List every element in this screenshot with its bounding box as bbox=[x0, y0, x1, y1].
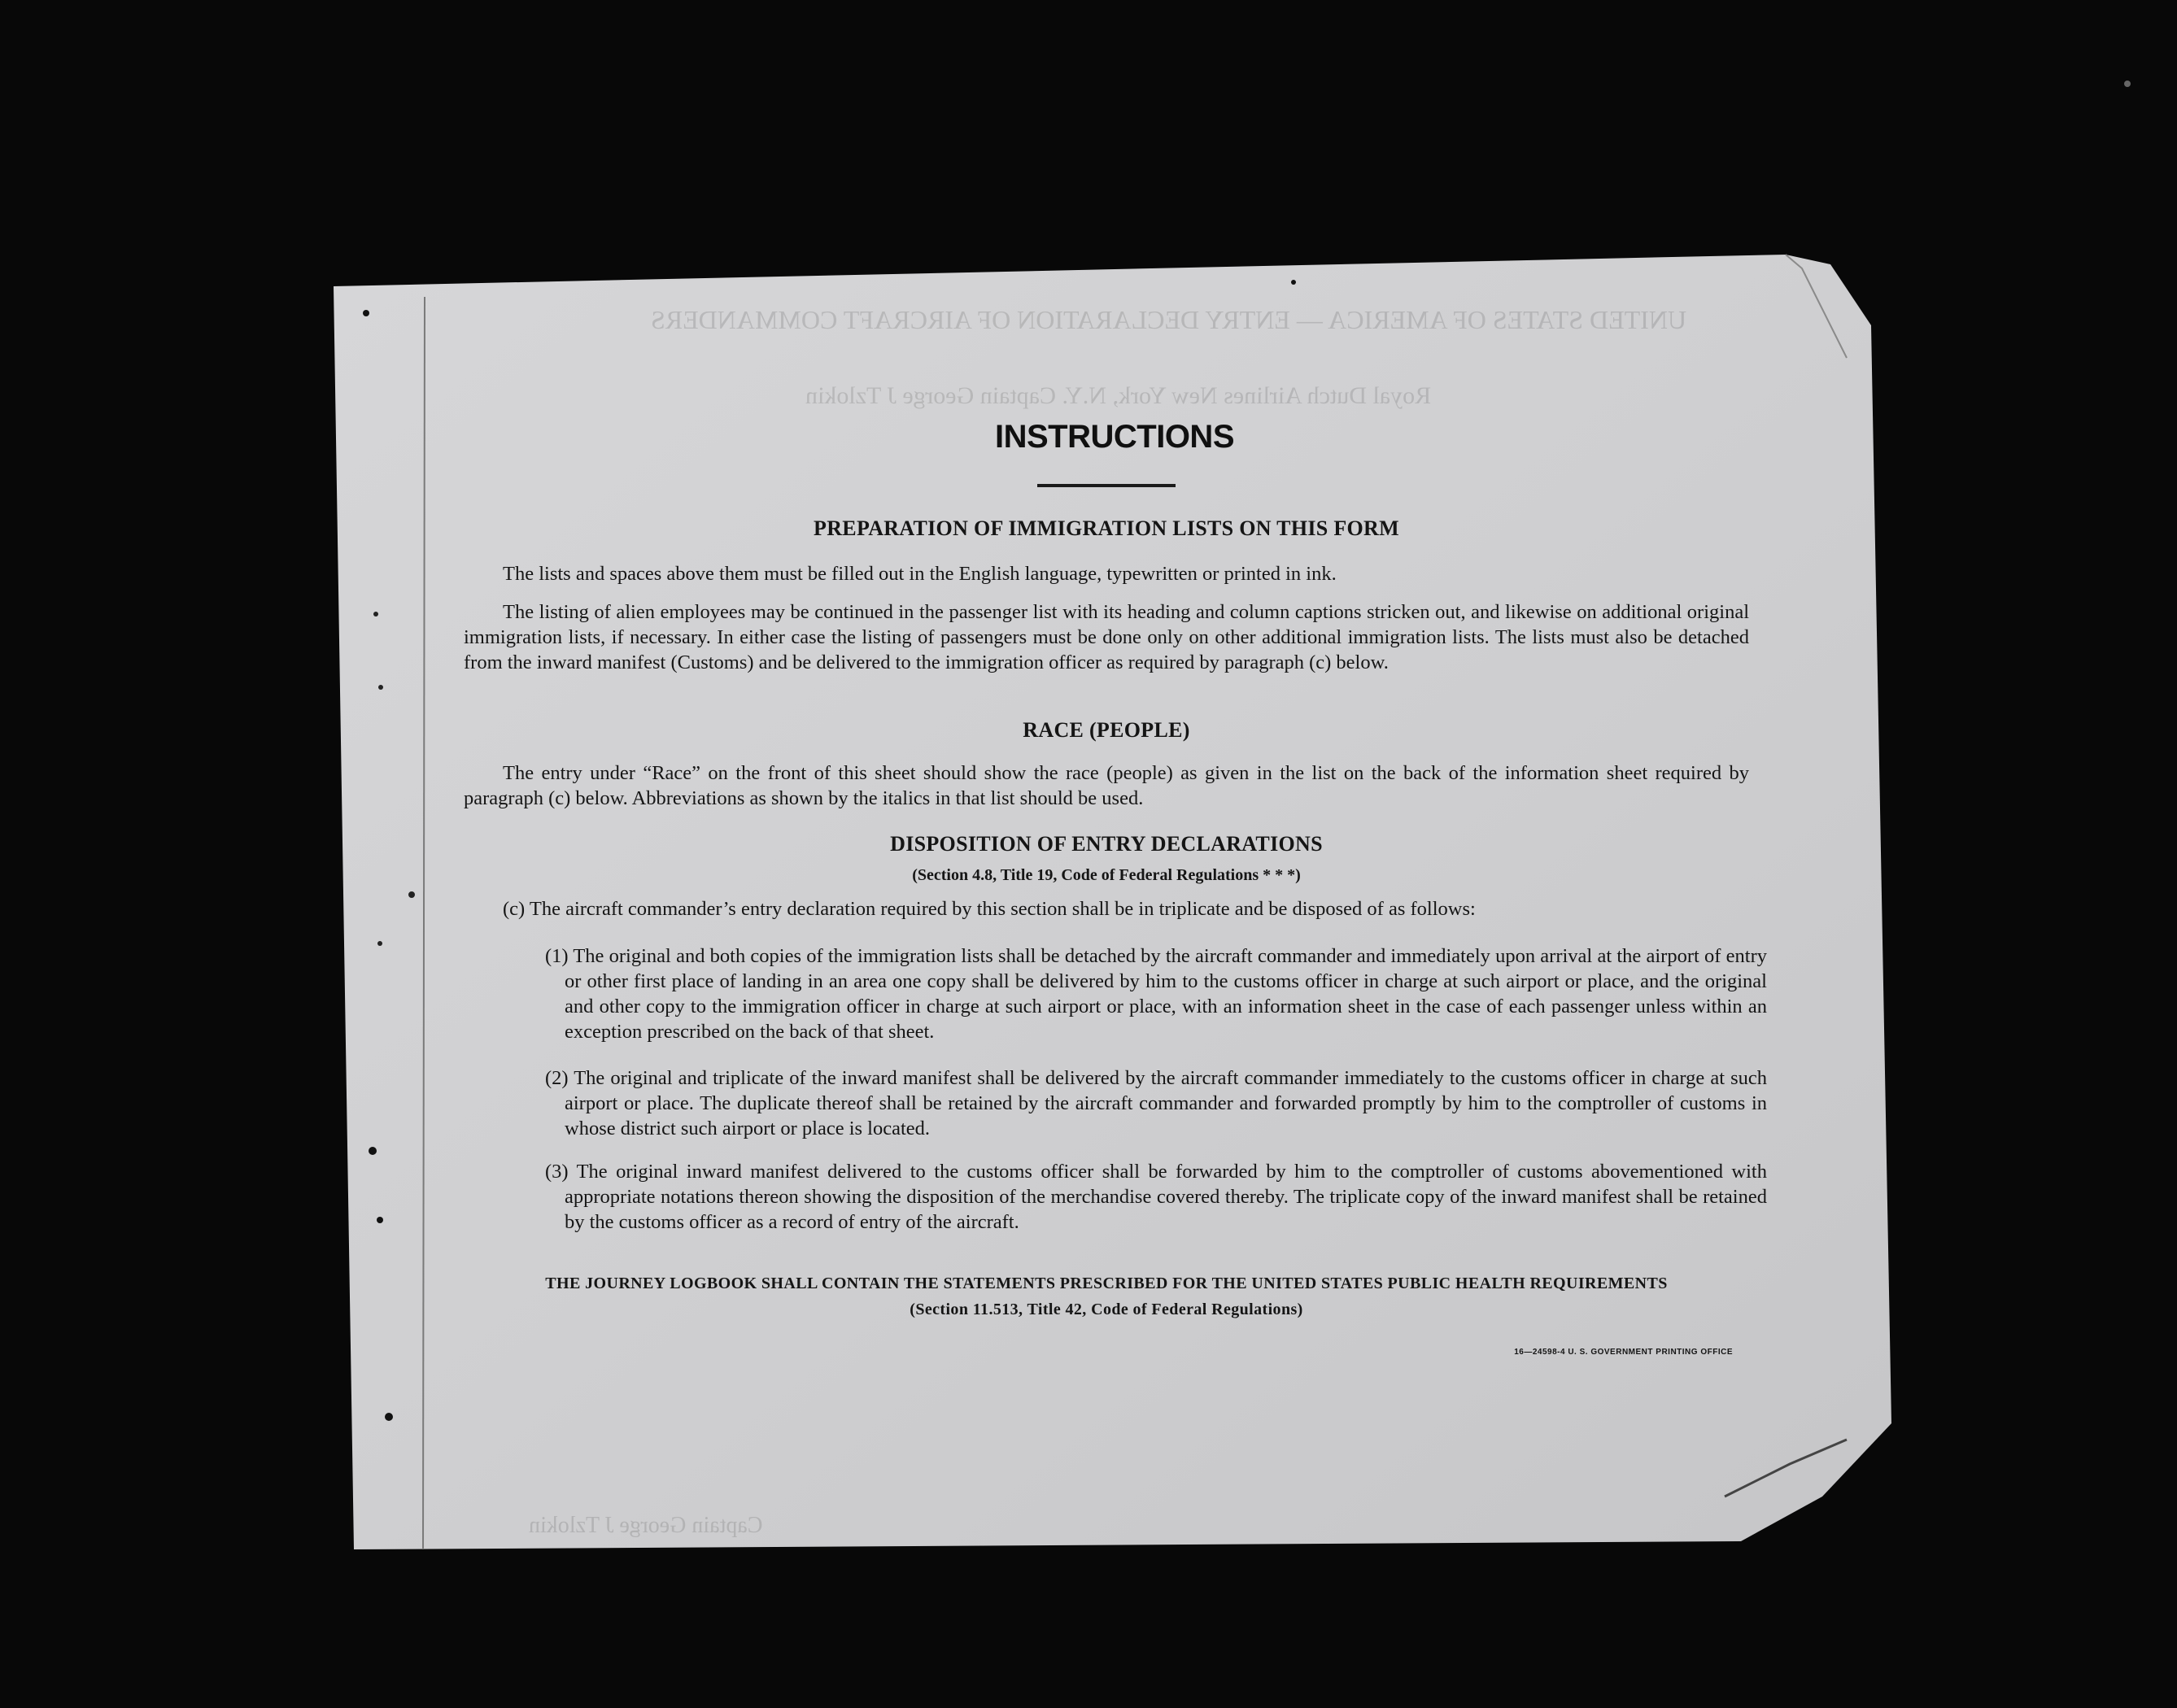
paragraph-race: The entry under “Race” on the front of this sheet should show the race (people) as given in the list on the back of the information sheet required by paragraph (c) below. Abbreviations as shown by the italics in that list should be used. bbox=[464, 762, 1749, 809]
list-item-3: (3) The original inward manifest delivered to the customs officer shall be forwarded by him to the comptroller of customs abovementioned with appropriate notations thereon showing the disposition of the merchandise covered thereby. The triplicate copy of the inward manifest shall be retained by the customs officer as a record of entry of the aircraft. bbox=[545, 1161, 1767, 1233]
title-underline bbox=[1037, 484, 1176, 487]
section-heading-preparation: PREPARATION OF IMMIGRATION LISTS ON THIS FORM bbox=[814, 516, 1399, 540]
paragraph-c-intro: (c) The aircraft commander’s entry declaration required by this section shall be in triplicate and be disposed of as follows: bbox=[503, 898, 1476, 920]
paragraph-alien-employees: The listing of alien employees may be continued in the passenger list with its heading and column captions stricken out, and likewise on additional original immigration lists, if necessary. In either case the listing of passengers must be done only on other additional immigration lists. The lists must also be detached from the inward manifest (Customs) and be delivered to the immigration officer as required by paragraph (c) below. bbox=[464, 601, 1749, 673]
section-heading-race: RACE (PEOPLE) bbox=[1023, 718, 1190, 742]
footer-citation: (Section 11.513, Title 42, Code of Federal Regulations) bbox=[910, 1301, 1303, 1318]
list-item-1: (1) The original and both copies of the immigration lists shall be detached by the aircraft commander and immediately upon arrival at the airport of entry or other first place of landing in an area one copy shall be delivered by him to the customs officer in charge at such airport or place, and the original and other copy to the immigration officer in charge at such airport or place, with an information sheet in the case of each passenger unless within an exception prescribed on the back of that sheet. bbox=[545, 945, 1767, 1043]
footer-health-requirements: THE JOURNEY LOGBOOK SHALL CONTAIN THE STATEMENTS PRESCRIBED FOR THE UNITED STATES PUBLIC HEALTH REQUIREMENTS bbox=[545, 1274, 1668, 1292]
section-heading-disposition: DISPOSITION OF ENTRY DECLARATIONS bbox=[890, 832, 1323, 856]
page-title: INSTRUCTIONS bbox=[995, 419, 1234, 455]
paragraph-language: The lists and spaces above them must be filled out in the English language, typewritten or printed in ink. bbox=[503, 563, 1337, 585]
printer-mark: 16—24598-4 U. S. GOVERNMENT PRINTING OFFICE bbox=[1514, 1348, 1733, 1357]
scanned-page: UNITED STATES OF AMERICA — ENTRY DECLARATION OF AIRCRAFT COMMANDERS Royal Dutch Airlines New York, N.Y. Captain George J Tzlokin Captain George J Tzlokin bbox=[0, 0, 2177, 1708]
section-citation: (Section 4.8, Title 19, Code of Federal Regulations * * *) bbox=[912, 866, 1301, 884]
list-item-2: (2) The original and triplicate of the inward manifest shall be delivered by the aircraft commander immediately to the customs officer in charge at such airport or place. The duplicate thereof shall be retained by the aircraft commander and forwarded promptly by him to the comptroller of customs in whose district such airport or place is located. bbox=[545, 1067, 1767, 1139]
